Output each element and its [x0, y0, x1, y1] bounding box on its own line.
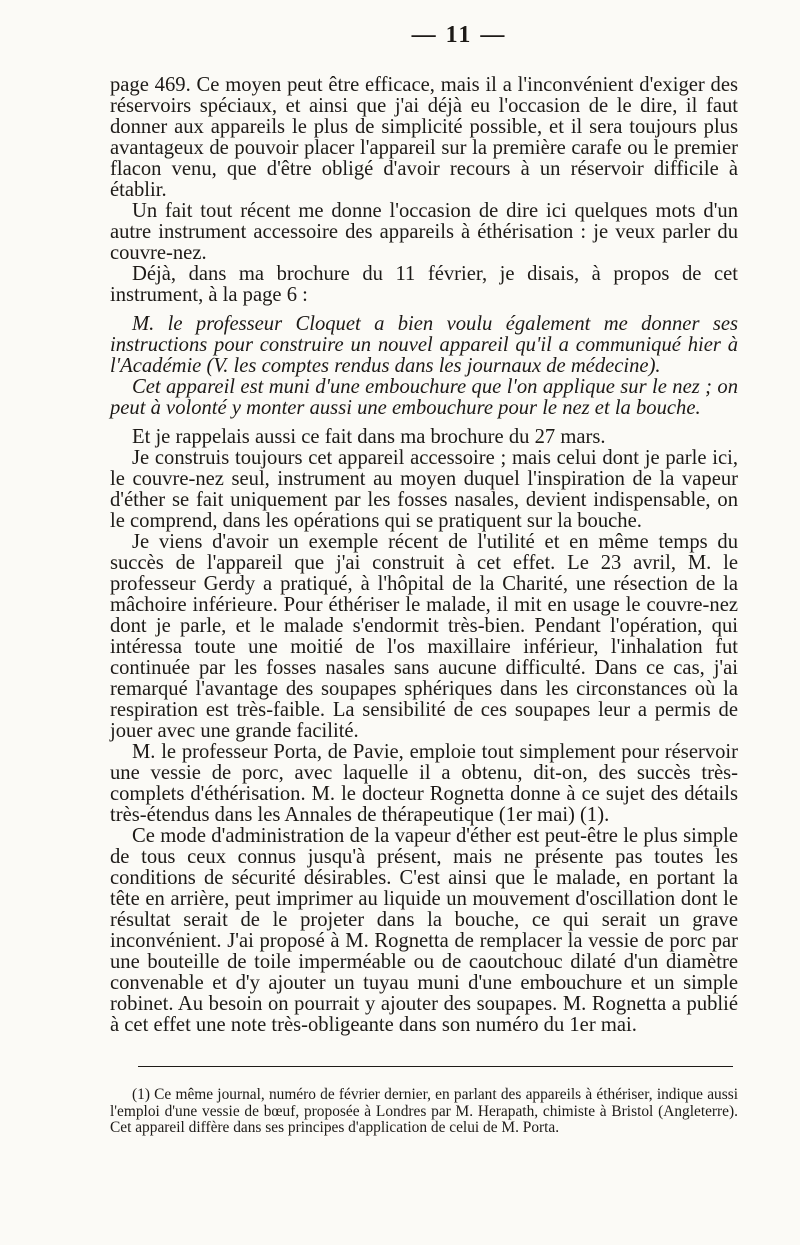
- page-number-header: — 11 —: [411, 22, 507, 48]
- paragraph-couvre-nez-intro: Un fait tout récent me donne l'occasion de dire ici quelques mots d'un autre instrument accessoire des appareils à éthérisation : je veux parler du couvre-nez.: [110, 200, 738, 264]
- paragraph-brochure-reference: Déjà, dans ma brochure du 11 février, je disais, à propos de cet instrument, à la page 6 :: [110, 263, 738, 306]
- paragraph-27-mars: Et je rappelais aussi ce fait dans ma brochure du 27 mars.: [132, 426, 606, 448]
- paragraph-gerdy-case: Je viens d'avoir un exemple récent de l'utilité et en même temps du succès de l'appareil que j'ai construit à cet effet. Le 23 avril, M. le professeur Gerdy a pratiqué, à l'hôpital de la Charité, une résection de la mâchoire inférieure. Pour éthériser le malade, il mit en usage le couvre-nez dont je parle, et le malade s'endormit très-bien. Pendant l'opération, qui intéressa toute une moitié de l'os maxillaire inférieur, l'inhalation fut continuée par les fosses nasales sans aucune difficulté. Dans ce cas, j'ai remarqué l'avantage des soupapes sphériques dans les circonstances où la respiration est très-faible. La sensibilité de ces soupapes leur a permis de jouer avec une grande facilité.: [110, 531, 738, 742]
- footnote-divider: [138, 1066, 733, 1067]
- main-text: [110, 75, 738, 1036]
- paragraph-continuation: page 469. Ce moyen peut être efficace, mais il a l'inconvénient d'exiger des réservoirs spéciaux, et ainsi que j'ai déjà eu l'occasion de le dire, il faut donner aux appareils le plus de simplicité possible, et il sera toujours plus avantageux de pouvoir placer l'appareil sur la première carafe ou le premier flacon venu, que d'être obligé d'avoir recours à un réservoir difficile à établir.: [110, 74, 738, 201]
- quote-cloquet: M. le professeur Cloquet a bien voulu également me donner ses instructions pour construire un nouvel appareil qu'il a communiqué hier à l'Académie (V. les comptes rendus dans les journaux de médecine).: [110, 313, 738, 377]
- paragraph-couvre-nez-usage: Je construis toujours cet appareil accessoire ; mais celui dont je parle ici, le couvre-nez seul, instrument au moyen duquel l'inspiration de la vapeur d'éther se fait uniquement par les fosses nasales, devient indispensable, on le comprend, dans les opérations qui se pratiquent sur la bouche.: [110, 447, 738, 532]
- quote-embouchure: Cet appareil est muni d'une embouchure que l'on applique sur le nez ; on peut à volonté y monter aussi une embouchure pour le nez et la bouche.: [110, 376, 738, 419]
- paragraph-administration-mode: Ce mode d'administration de la vapeur d'éther est peut-être le plus simple de tous ceux connus jusqu'à présent, mais ne présente pas toutes les conditions de sécurité désirables. C'est ainsi que le malade, en portant la tête en arrière, peut imprimer au liquide un mouvement d'oscillation dont le résultat serait de le projeter dans la bouche, ce qui serait un grave inconvénient. J'ai proposé à M. Rognetta de remplacer la vessie de porc par une bouteille de toile imperméable ou de caoutchouc dilaté d'un diamètre convenable et d'y ajouter un tuyau muni d'une embouchure et un simple robinet. Au besoin on pourrait y ajouter des soupapes. M. Rognetta a publié à cet effet une note très-obligeante dans son numéro du 1er mai.: [110, 825, 738, 1036]
- footnote-text: (1) Ce même journal, numéro de février dernier, en parlant des appareils à éthériser, indique aussi l'emploi d'une vessie de bœuf, proposée à Londres par M. Herapath, chimiste à Bristol (Angleterre). Cet appareil diffère dans ses principes d'application de celui de M. Porta.: [110, 1086, 738, 1136]
- paragraph-porta: M. le professeur Porta, de Pavie, emploie tout simplement pour réservoir une vessie de porc, avec laquelle il a obtenu, dit-on, des succès très-complets d'éthérisation. M. le docteur Rognetta donne à ce sujet des détails très-étendus dans les Annales de thérapeutique (1er mai) (1).: [110, 741, 738, 826]
- footnote: [110, 1087, 738, 1137]
